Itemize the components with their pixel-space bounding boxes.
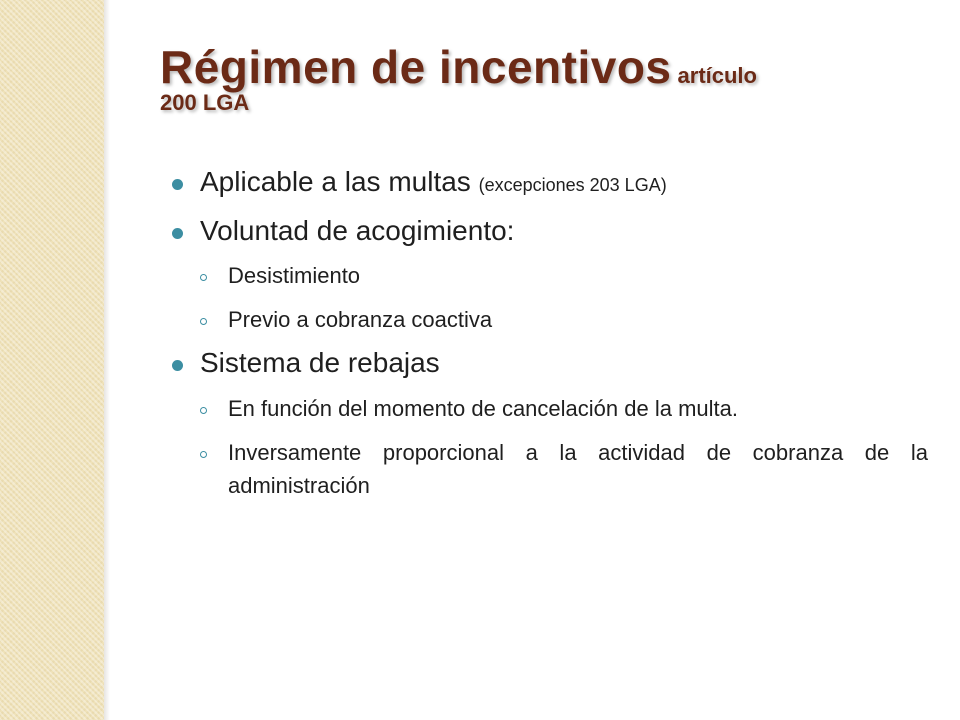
decorative-side-band: [0, 0, 104, 720]
side-band-shadow: [104, 0, 110, 720]
bullet-dot-icon: [172, 228, 183, 239]
bullet-dot-icon: [172, 179, 183, 190]
bullet-text: Voluntad de acogimiento:: [200, 214, 515, 246]
title-main: Régimen de incentivos: [160, 41, 672, 93]
sub-bullet-item-3-1: [170, 392, 928, 425]
sub-bullet-item-2-1: [170, 259, 928, 292]
sub-bullet-item-3-2: [170, 436, 928, 502]
bullet-text: Sistema de rebajas: [200, 347, 440, 379]
sub-bullet-ring-icon: [200, 318, 207, 325]
bullet-note: (excepciones 203 LGA): [478, 175, 667, 195]
bullet-dot-icon: [172, 360, 183, 371]
sub-bullet-ring-icon: [200, 451, 207, 458]
bullet-item-3: [170, 346, 928, 380]
bullet-item-2: [170, 214, 928, 248]
bullet-content: [170, 165, 928, 502]
title-second-line: 200 LGA: [160, 90, 250, 115]
sub-bullet-text: En función del momento de cancelación de la multa.: [228, 395, 738, 421]
sub-bullet-ring-icon: [200, 407, 207, 414]
sub-bullet-item-2-2: [170, 303, 928, 336]
sub-bullet-text: Inversamente proporcional a la actividad de cobranza de la administración: [228, 439, 928, 498]
sub-bullet-ring-icon: [200, 274, 207, 281]
slide-title: [160, 41, 920, 115]
sub-bullet-text: Desistimiento: [228, 263, 361, 289]
bullet-item-1: [170, 165, 928, 199]
sub-bullet-text: Previo a cobranza coactiva: [228, 307, 493, 333]
bullet-text: Aplicable a las multas: [200, 166, 471, 197]
title-small: artículo: [677, 63, 757, 88]
